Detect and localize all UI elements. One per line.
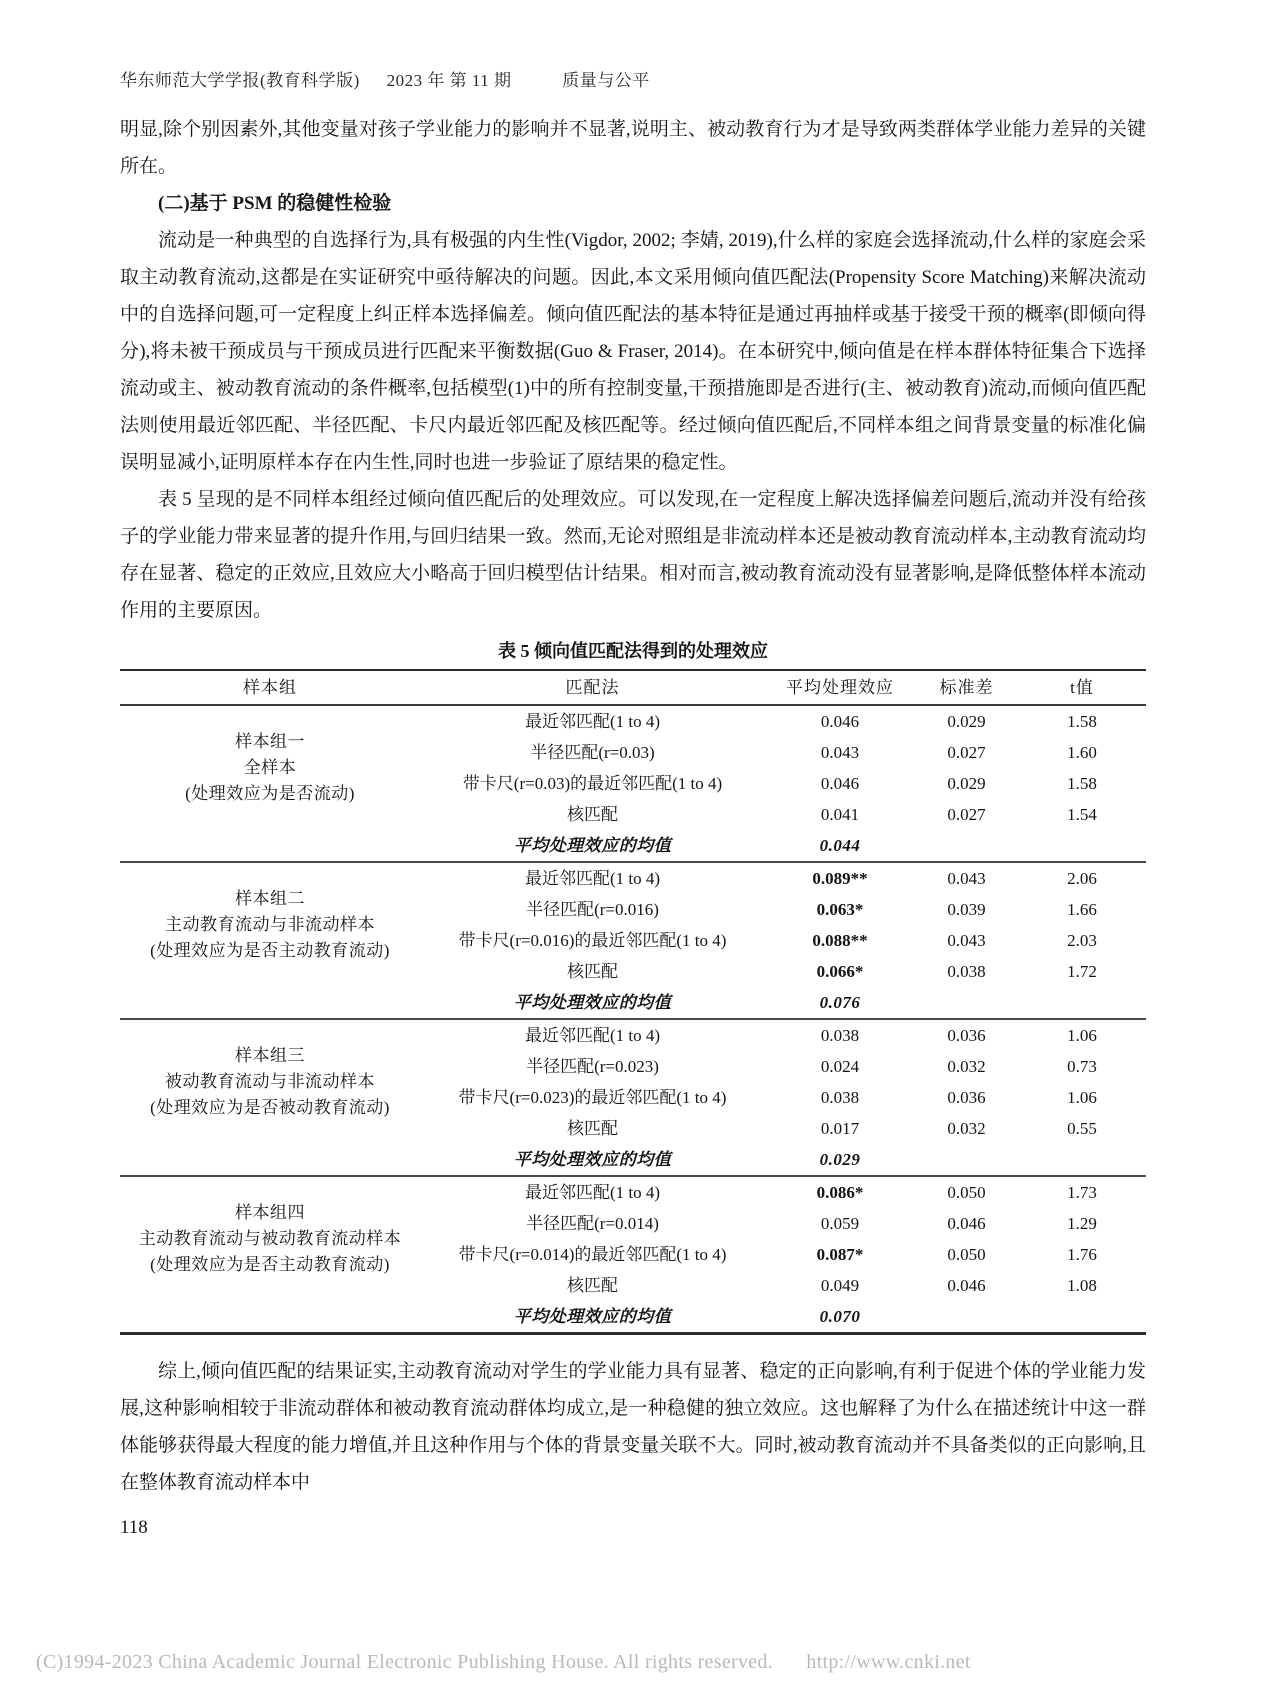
sample-group-label <box>120 1019 420 1144</box>
cell-att: 0.063* <box>816 900 864 919</box>
cell-t: 1.60 <box>1067 743 1097 762</box>
cell-se: 0.039 <box>947 900 986 919</box>
paragraph-psm-method: 流动是一种典型的自选择行为,具有极强的内生性(Vigdor, 2002; 李婧, 2019),什么样的家庭会选择流动,什么样的家庭会采取主动教育流动,这都是在实证研究中亟待解决的问题。因此,本文采用倾向值匹配法(Propensity Score Matching)来解决流动中的自选择问题,可一定程度上纠正样本选择偏差。倾向值匹配法的基本特征是通过再抽样或基于接受干预的概率(即倾向得分),将未被干预成员与干预成员进行匹配来平衡数据(Guo & Fraser, 2014)。在本研究中,倾向值是在样本群体特征集合下选择流动或主、被动教育流动的条件概率,包括模型(1)中的所有控制变量,干预措施即是否进行(主、被动教育)流动,而倾向值匹配法则使用最近邻匹配、半径匹配、卡尺内最近邻匹配及核匹配等。经过倾向值匹配后,不同样本组之间背景变量的标准化偏误明显减小,证明原样本存在内生性,同时也进一步验证了原结果的稳定性。 <box>120 230 1146 473</box>
header-att: 平均处理效应 <box>765 670 915 705</box>
cell-se: 0.050 <box>947 1245 986 1264</box>
sample-group-3 <box>120 1019 1146 1176</box>
mean-label: 平均处理效应的均值 <box>513 836 672 855</box>
cell-method: 半径匹配(r=0.016) <box>526 900 659 919</box>
cell-method: 半径匹配(r=0.03) <box>530 743 655 762</box>
group-label-line: 样本组一 <box>235 732 305 751</box>
group-label-line: 样本组三 <box>235 1046 305 1065</box>
cell-empty <box>120 987 420 1019</box>
cell-method: 带卡尺(r=0.016)的最近邻匹配(1 to 4) <box>458 931 727 950</box>
cell-se: 0.043 <box>947 931 986 950</box>
cell-method: 最近邻匹配(1 to 4) <box>524 1026 661 1045</box>
cell-method: 半径匹配(r=0.014) <box>526 1214 659 1233</box>
cell-att: 0.046 <box>820 774 860 793</box>
paragraph-table5-intro: 表 5 呈现的是不同样本组经过倾向值匹配后的处理效应。可以发现,在一定程度上解决选择偏差问题后,流动并没有给孩子的学业能力带来显著的提升作用,与回归结果一致。然而,无论对照组是非流动样本还是被动教育流动样本,主动教育流动均存在显著、稳定的正效应,且效应大小略高于回归模型估计结果。相对而言,被动教育流动没有显著影响,是降低整体样本流动作用的主要原因。 <box>120 489 1146 621</box>
cell-t: 0.73 <box>1067 1057 1097 1076</box>
cell-se: 0.036 <box>947 1088 986 1107</box>
cell-empty <box>1018 987 1146 1019</box>
cell-empty <box>1018 830 1146 862</box>
journal-title: 华东师范大学学报(教育科学版) <box>120 71 360 90</box>
cell-t: 1.76 <box>1067 1245 1097 1264</box>
table5-title: 表 5 倾向值匹配法得到的处理效应 <box>498 641 768 661</box>
cell-att: 0.066* <box>816 962 864 981</box>
cell-method: 最近邻匹配(1 to 4) <box>524 869 661 888</box>
cell-empty <box>120 1144 420 1176</box>
sample-group-1 <box>120 705 1146 862</box>
table-row <box>120 705 1146 737</box>
cell-method: 最近邻匹配(1 to 4) <box>524 1183 661 1202</box>
mean-value: 0.044 <box>819 836 861 855</box>
cell-t: 1.08 <box>1067 1276 1097 1295</box>
group-label-line: (处理效应为是否主动教育流动) <box>150 941 390 960</box>
table-row <box>120 862 1146 894</box>
cell-method: 核匹配 <box>567 962 618 981</box>
cell-se: 0.027 <box>947 743 986 762</box>
cell-att: 0.046 <box>820 712 860 731</box>
mean-value: 0.076 <box>819 993 861 1012</box>
cell-method: 带卡尺(r=0.014)的最近邻匹配(1 to 4) <box>458 1245 727 1264</box>
cell-empty <box>1018 1301 1146 1334</box>
cell-se: 0.038 <box>947 962 986 981</box>
cell-method: 带卡尺(r=0.023)的最近邻匹配(1 to 4) <box>458 1088 727 1107</box>
cell-se: 0.046 <box>947 1276 986 1295</box>
cell-method: 最近邻匹配(1 to 4) <box>524 712 661 731</box>
cell-t: 1.06 <box>1067 1026 1097 1045</box>
header-sample-group: 样本组 <box>120 670 420 705</box>
cell-t: 1.58 <box>1067 712 1097 731</box>
cell-se: 0.027 <box>947 805 986 824</box>
cell-att: 0.087* <box>816 1245 864 1264</box>
sample-group-label <box>120 1176 420 1301</box>
mean-label: 平均处理效应的均值 <box>513 1150 672 1169</box>
header-se: 标准差 <box>915 670 1018 705</box>
mean-row <box>120 830 1146 862</box>
cell-att: 0.041 <box>820 805 860 824</box>
cell-t: 1.58 <box>1067 774 1097 793</box>
paragraph-continuation: 明显,除个别因素外,其他变量对孩子学业能力的影响并不显著,说明主、被动教育行为才是导致两类群体学业能力差异的关键所在。 <box>120 119 1146 177</box>
cell-empty <box>915 987 1018 1019</box>
header-matching-method: 匹配法 <box>420 670 765 705</box>
cell-att: 0.089** <box>812 869 868 888</box>
cell-t: 0.55 <box>1067 1119 1097 1138</box>
cell-att: 0.024 <box>820 1057 860 1076</box>
cell-empty <box>120 1301 420 1334</box>
cell-se: 0.029 <box>947 774 986 793</box>
table-row <box>120 1019 1146 1051</box>
psm-results-table <box>120 669 1146 1335</box>
group-label-line: 主动教育流动与非流动样本 <box>165 915 375 934</box>
cell-empty <box>915 1144 1018 1176</box>
cell-t: 1.54 <box>1067 805 1097 824</box>
page-number: 118 <box>120 1517 148 1538</box>
journal-issue: 2023 年 第 11 期 <box>386 71 512 90</box>
cell-att: 0.059 <box>820 1214 860 1233</box>
cell-empty <box>1018 1144 1146 1176</box>
sample-group-label <box>120 705 420 830</box>
cell-att: 0.086* <box>816 1183 864 1202</box>
cell-t: 2.03 <box>1067 931 1097 950</box>
group-label-line: (处理效应为是否流动) <box>185 784 355 803</box>
paragraph-conclusion: 综上,倾向值匹配的结果证实,主动教育流动对学生的学业能力具有显著、稳定的正向影响,有利于促进个体的学业能力发展,这种影响相较于非流动群体和被动教育流动群体均成立,是一种稳健的独立效应。这也解释了为什么在描述统计中这一群体能够获得最大程度的能力增值,并且这种作用与个体的背景变量关联不大。同时,被动教育流动并不具备类似的正向影响,且在整体教育流动样本中 <box>120 1361 1146 1493</box>
cell-att: 0.049 <box>820 1276 860 1295</box>
cell-att: 0.088** <box>812 931 868 950</box>
cell-t: 1.06 <box>1067 1088 1097 1107</box>
cell-se: 0.032 <box>947 1057 986 1076</box>
mean-row <box>120 1301 1146 1334</box>
cell-se: 0.029 <box>947 712 986 731</box>
cell-method: 核匹配 <box>567 1119 618 1138</box>
mean-value: 0.070 <box>819 1307 861 1326</box>
group-label-line: (处理效应为是否主动教育流动) <box>150 1255 390 1274</box>
table-row <box>120 1176 1146 1208</box>
table-header-row <box>120 670 1146 705</box>
group-label-line: 全样本 <box>243 758 297 777</box>
cell-empty <box>915 830 1018 862</box>
header-t-value: t值 <box>1018 670 1146 705</box>
cell-se: 0.032 <box>947 1119 986 1138</box>
journal-column: 质量与公平 <box>562 71 650 90</box>
cell-att: 0.038 <box>820 1026 860 1045</box>
group-label-line: 被动教育流动与非流动样本 <box>165 1072 375 1091</box>
sample-group-label <box>120 862 420 987</box>
cell-t: 2.06 <box>1067 869 1097 888</box>
cell-att: 0.043 <box>820 743 860 762</box>
cell-empty <box>915 1301 1018 1334</box>
mean-row <box>120 1144 1146 1176</box>
cell-empty <box>120 830 420 862</box>
copyright-text: (C)1994-2023 China Academic Journal Electronic Publishing House. All rights reserved. <box>36 1651 774 1673</box>
journal-header <box>120 66 1146 91</box>
mean-label: 平均处理效应的均值 <box>513 993 672 1012</box>
mean-value: 0.029 <box>819 1150 861 1169</box>
table5-block <box>120 637 1146 1335</box>
group-label-line: (处理效应为是否被动教育流动) <box>150 1098 390 1117</box>
group-label-line: 样本组四 <box>235 1203 305 1222</box>
group-label-line: 主动教育流动与被动教育流动样本 <box>138 1229 402 1248</box>
cell-att: 0.017 <box>820 1119 860 1138</box>
cell-att: 0.038 <box>820 1088 860 1107</box>
cell-se: 0.050 <box>947 1183 986 1202</box>
cell-se: 0.043 <box>947 869 986 888</box>
mean-row <box>120 987 1146 1019</box>
cell-se: 0.046 <box>947 1214 986 1233</box>
cell-t: 1.29 <box>1067 1214 1097 1233</box>
cell-method: 核匹配 <box>567 805 618 824</box>
cell-se: 0.036 <box>947 1026 986 1045</box>
section-heading: (二)基于 PSM 的稳健性检验 <box>158 193 392 214</box>
cell-t: 1.66 <box>1067 900 1097 919</box>
cell-method: 半径匹配(r=0.023) <box>526 1057 659 1076</box>
cell-method: 带卡尺(r=0.03)的最近邻匹配(1 to 4) <box>462 774 723 793</box>
cell-t: 1.72 <box>1067 962 1097 981</box>
mean-label: 平均处理效应的均值 <box>513 1307 672 1326</box>
sample-group-2 <box>120 862 1146 1019</box>
cell-method: 核匹配 <box>567 1276 618 1295</box>
table-header <box>120 670 1146 705</box>
group-label-line: 样本组二 <box>235 889 305 908</box>
cell-t: 1.73 <box>1067 1183 1097 1202</box>
copyright-notice <box>36 1651 971 1674</box>
publisher-url: http://www.cnki.net <box>806 1651 971 1673</box>
sample-group-4 <box>120 1176 1146 1334</box>
